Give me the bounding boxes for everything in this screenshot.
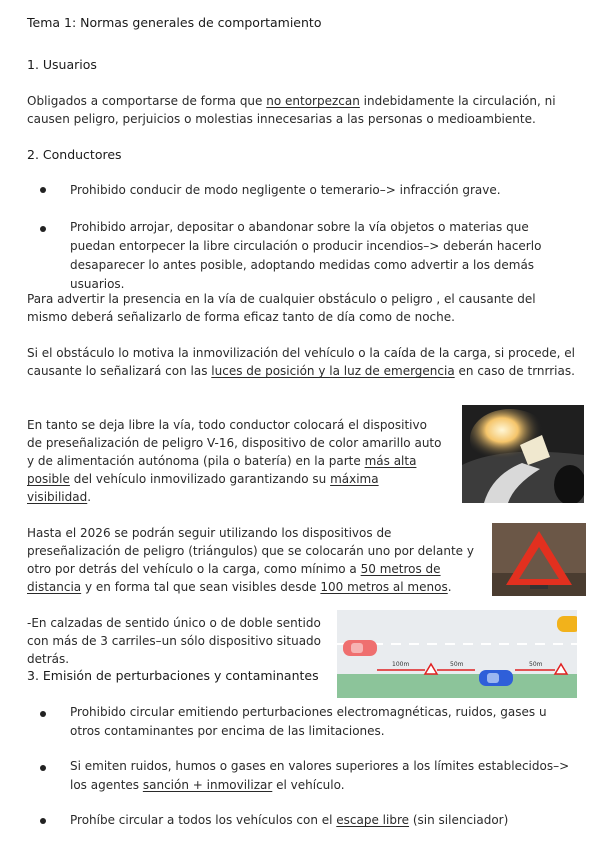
paragraph: Para advertir la presencia en la vía de cualquier obstáculo o peligro , el causante del mismo deberá señalizarlo de forma eficaz tanto de día como de noche.	[27, 292, 536, 324]
road-diagram	[337, 610, 577, 698]
paragraph: Si el obstáculo lo motiva la inmovilización del vehículo o la caída de la carga, si procede, el causante lo señalizará con las luces de posición y la luz de emergencia en caso de trnrrias.	[27, 346, 575, 378]
distance-label: 50m	[450, 661, 464, 668]
bullet-dot	[40, 765, 46, 771]
paragraph-usuarios: Obligados a comportarse de forma que no entorpezcan indebidamente la circulación, ni causen peligro, perjuicios o molestias innecesarias a las personas o medioambiente.	[27, 94, 556, 126]
bullet-dot	[40, 187, 46, 193]
section-heading-usuarios: 1. Usuarios	[27, 57, 97, 72]
paragraph-v16: En tanto se deja libre la vía, todo conductor colocará el dispositivo de preseñalización de peligro V-16, dispositivo de color amarillo auto y de alimentación autónoma (pila o batería) en la parte más alta posible del vehículo inmovilizado garantizando su máxima visibilidad.	[27, 418, 442, 504]
bullet-text: Prohibido circular emitiendo perturbaciones electromagnéticas, ruidos, gases u otros contaminantes por encima de las limitaciones.	[70, 705, 547, 738]
paragraph-triangulos: Hasta el 2026 se podrán seguir utilizando los dispositivos de preseñalización de peligro (triángulos) que se colocarán uno por delante y otro por detrás del vehículo o la carga, como mínimo a 50 metros de distancia y en forma tal que sean visibles desde 100 metros al menos.	[27, 526, 474, 594]
distance-label: 50m	[529, 661, 543, 668]
section-heading-emision: 3. Emisión de perturbaciones y contaminantes	[27, 668, 319, 683]
distance-label: 100m	[392, 661, 410, 668]
section-heading-conductores: 2. Conductores	[27, 147, 122, 162]
paragraph-carriles: -En calzadas de sentido único o de doble sentido con más de 3 carriles–un sólo dispositivo situado detrás.	[27, 616, 322, 666]
bullet-dot	[40, 818, 46, 824]
bullet-text: Prohíbe circular a todos los vehículos con el escape libre (sin silenciador)	[70, 813, 509, 827]
bullet-text: Si emiten ruidos, humos o gases en valores superiores a los límites establecidos–> los agentes sanción + inmovilizar el vehículo.	[70, 759, 570, 792]
v16-beacon-photo	[462, 405, 584, 503]
page-title: Tema 1: Normas generales de comportamiento	[27, 15, 322, 30]
bullet-text: Prohibido arrojar, depositar o abandonar sobre la vía objetos o materias que puedan entorpecer la libre circulación o producir incendios–> deberán hacerlo desaparecer lo antes posible, adoptando medidas como advertir a los demás usuarios.	[70, 220, 542, 291]
warning-triangle-photo	[492, 523, 586, 596]
bullet-dot	[40, 226, 46, 232]
bullet-text: Prohibido conducir de modo negligente o temerario–> infracción grave.	[70, 183, 501, 197]
bullet-dot	[40, 711, 46, 717]
